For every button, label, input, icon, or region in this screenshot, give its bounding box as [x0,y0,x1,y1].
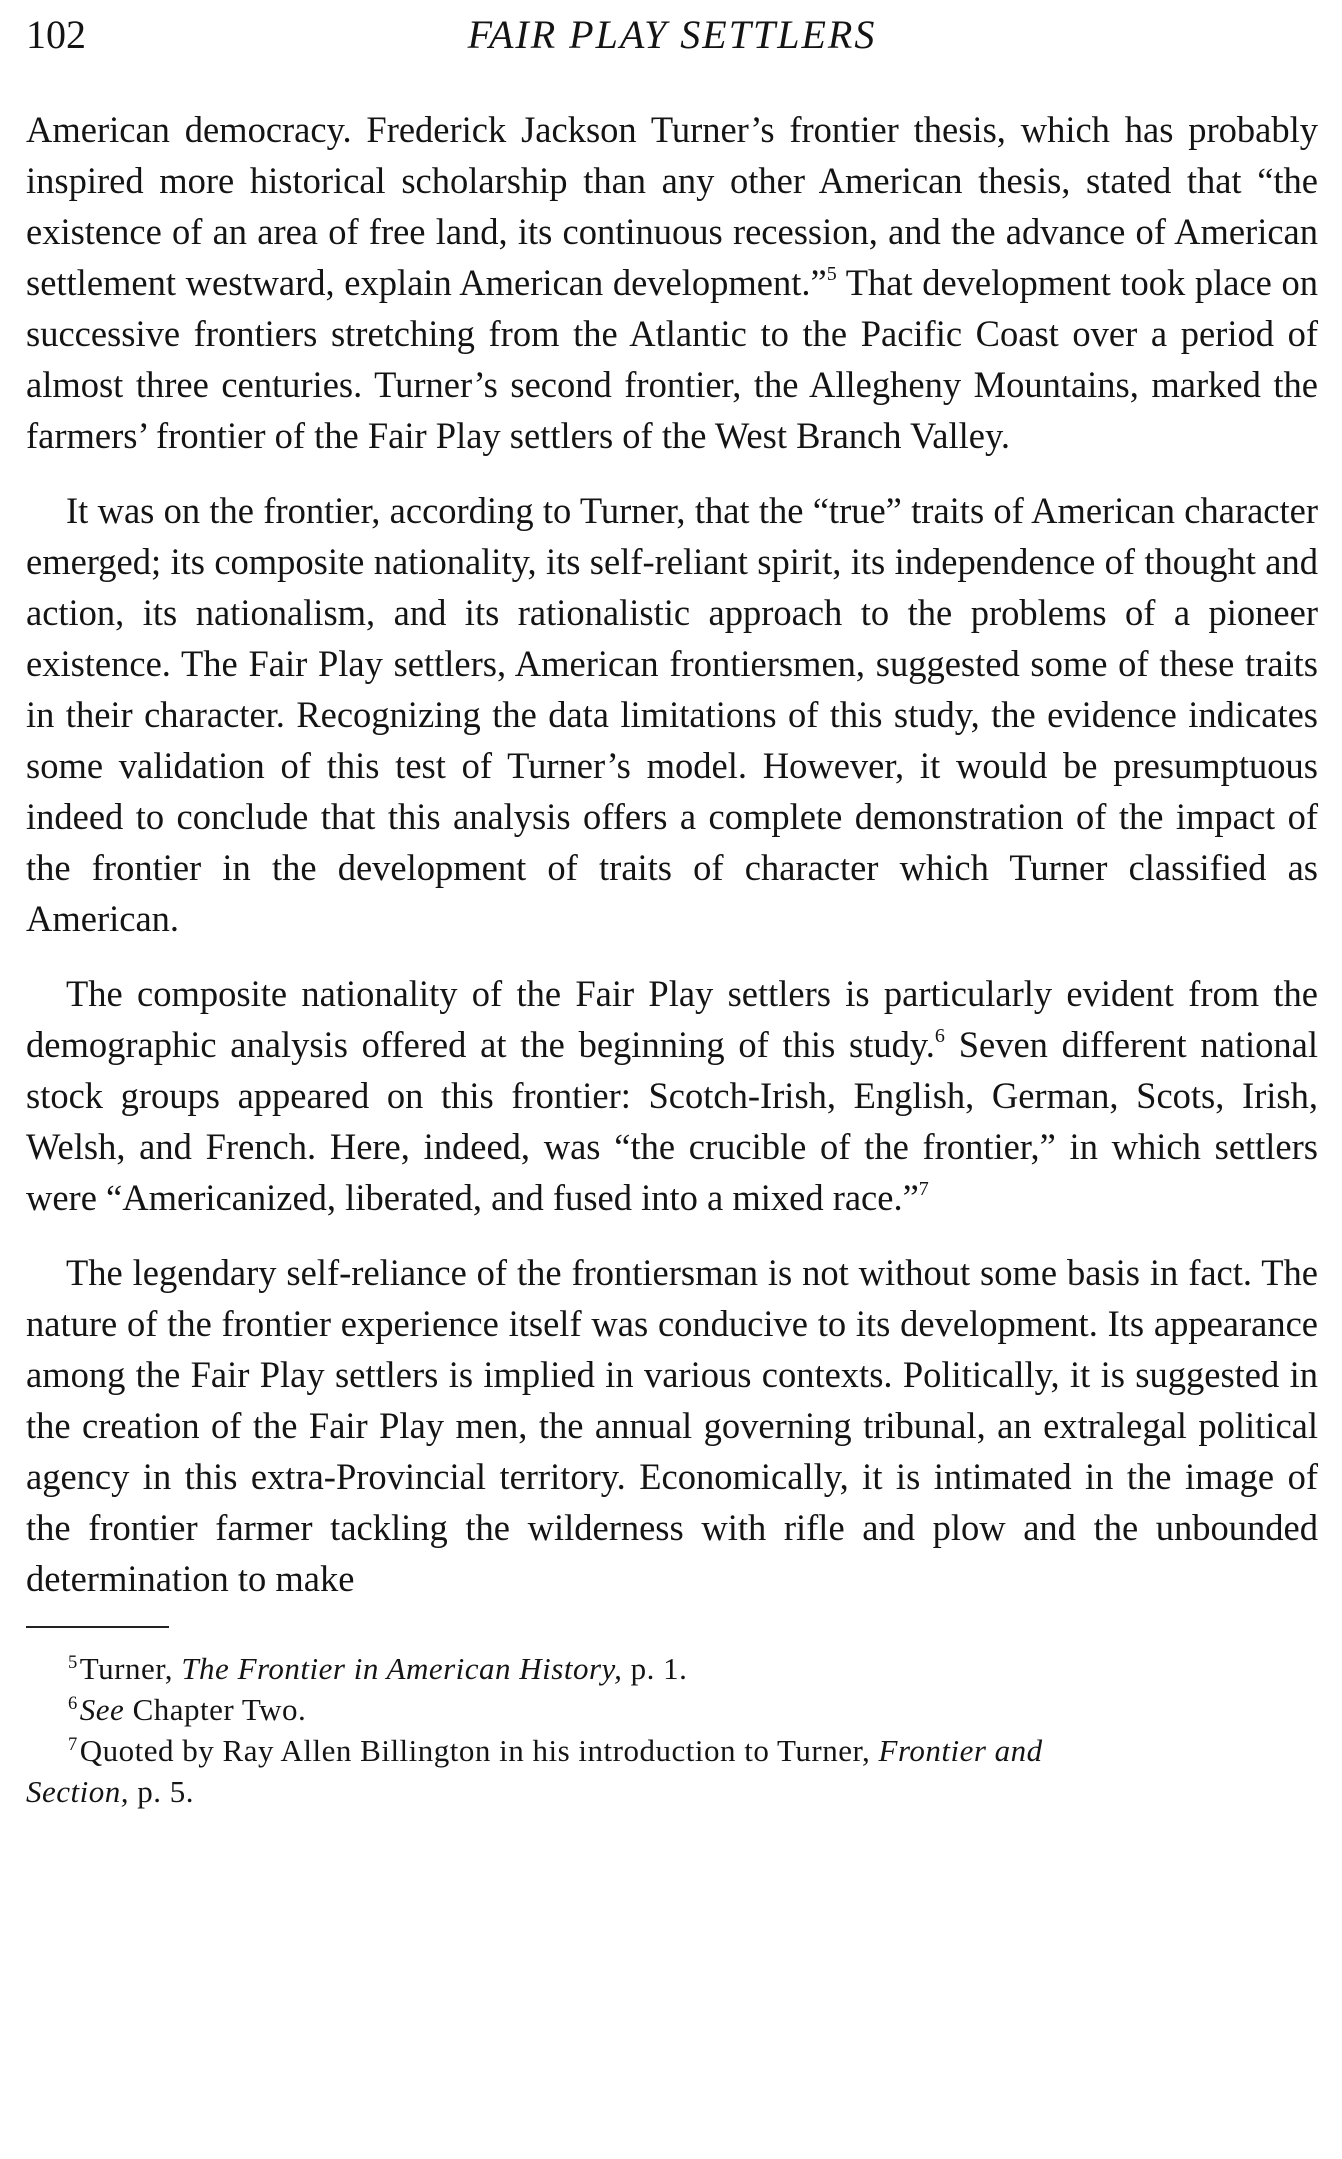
footnote-title: The Frontier in American History, [181,1651,623,1686]
paragraph-text: That development took place on successive frontiers stretching from the Atlantic to the Pacific Coast over a period of almost three centuries. Turner’s second frontier, the Allegheny Mountains, marked the farmers’ frontier of the Fair Play settlers of the West Branch Valley. [26,262,1318,456]
paragraph-text: Seven different national stock groups appeared on this frontier: Scotch-Irish, English, German, Scots, Irish, Welsh, and French. Here, indeed, was “the crucible of the frontier,” in which settlers were “Americanized, liberated, and fused into a mixed race.” [26,1024,1318,1218]
footnote-title: Frontier and [878,1733,1043,1768]
footnote-title: Section, [26,1774,129,1809]
footnote-7-continuation [26,1771,1318,1812]
running-title: FAIR PLAY SETTLERS [467,12,877,57]
body-text [26,104,1318,1604]
paragraph-text: The composite nationality of the Fair Play settlers is particularly evident from the demographic analysis offered at the beginning of this study. [26,973,1318,1065]
page-number: 102 [26,12,86,57]
footnote-text: p. 5. [129,1774,194,1809]
paragraph-text: The legendary self-reliance of the frontiersman is not without some basis in fact. The nature of the frontier experience itself was conducive to its development. Its appearance among the Fair Play settlers is implied in various contexts. Politically, it is suggested in the creation of the Fair Play men, the annual governing tribunal, an extralegal political agency in this extra-Provincial territory. Economically, it is intimated in the image of the frontier farmer tackling the wilderness with rifle and plow and the unbounded determination to make [26,1252,1318,1599]
paragraph-2 [26,485,1318,944]
footnote-6 [26,1689,1318,1730]
paragraph-3 [26,968,1318,1223]
paragraph-4 [26,1247,1318,1604]
footnote-divider [26,1626,169,1628]
footnote-title: See [79,1692,125,1727]
paragraph-text: American democracy. Frederick Jackson Turner’s frontier thesis, which has probably inspired more historical scholarship than any other American thesis, stated that “the existence of an area of free land, its continuous recession, and the advance of American settlement westward, explain American development.” [26,109,1318,303]
footnote-text: Chapter Two. [124,1692,307,1727]
footnote-ref-7: 7 [918,1177,929,1200]
footnote-mark: 7 [68,1733,78,1755]
footnote-ref-6: 6 [934,1024,945,1047]
page-header [26,10,1318,68]
footnote-mark: 5 [68,1651,78,1673]
footnote-text: Quoted by Ray Allen Billington in his introduction to Turner, [79,1733,879,1768]
footnote-7 [26,1730,1318,1771]
paragraph-1 [26,104,1318,461]
footnote-ref-5: 5 [826,262,837,285]
footnote-text: Turner, [79,1651,182,1686]
book-page [26,0,1318,1812]
footnote-5 [26,1648,1318,1689]
footnotes [26,1648,1318,1812]
footnote-text: p. 1. [622,1651,688,1686]
paragraph-text: It was on the frontier, according to Turner, that the “true” traits of American character emerged; its composite nationality, its self-reliant spirit, its independence of thought and action, its nationalism, and its rationalistic approach to the problems of a pioneer existence. The Fair Play settlers, American frontiersmen, suggested some of these traits in their character. Recognizing the data limitations of this study, the evidence indicates some validation of this test of Turner’s model. However, it would be presumptuous indeed to conclude that this analysis offers a complete demonstration of the impact of the frontier in the development of traits of character which Turner classified as American. [26,490,1318,939]
footnote-mark: 6 [68,1692,78,1714]
